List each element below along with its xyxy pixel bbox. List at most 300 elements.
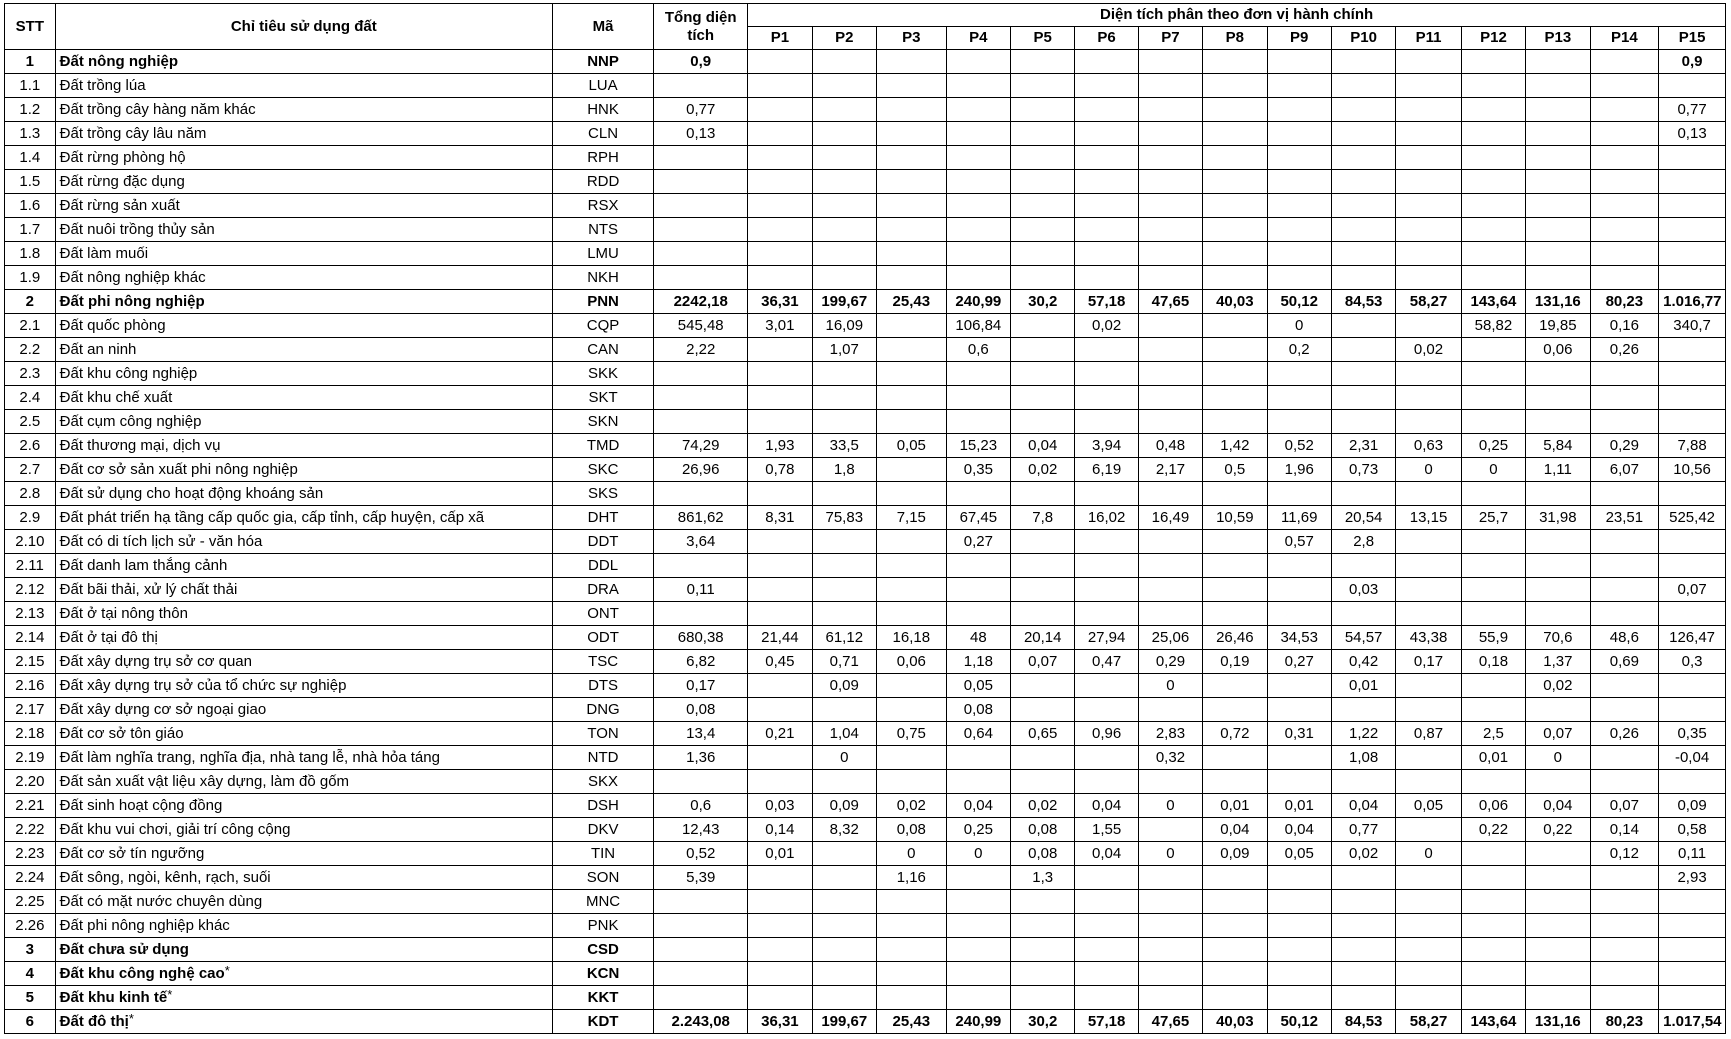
row-indicator bbox=[55, 98, 552, 122]
row-indicator-label: Đất thương mại, dịch vụ bbox=[59, 436, 221, 454]
row-value-p1 bbox=[748, 866, 812, 890]
row-value-p10 bbox=[1331, 386, 1395, 410]
row-value-p1 bbox=[748, 770, 812, 794]
row-value-p7 bbox=[1138, 74, 1202, 98]
row-value-p14: 48,6 bbox=[1590, 626, 1659, 650]
row-value-p14 bbox=[1590, 554, 1659, 578]
row-stt: 2.5 bbox=[5, 410, 56, 434]
row-value-p14 bbox=[1590, 98, 1659, 122]
row-value-p3 bbox=[876, 194, 946, 218]
row-value-p10 bbox=[1331, 242, 1395, 266]
row-indicator bbox=[55, 746, 552, 770]
row-value-p13 bbox=[1526, 50, 1590, 74]
row-value-p15 bbox=[1659, 362, 1726, 386]
row-indicator-label: Đất xây dựng trụ sở của tổ chức sự nghiệp bbox=[59, 676, 347, 694]
row-total: 5,39 bbox=[654, 866, 748, 890]
row-value-p2: 61,12 bbox=[812, 626, 876, 650]
row-value-p3 bbox=[876, 314, 946, 338]
row-code: SKT bbox=[552, 386, 653, 410]
row-value-p9 bbox=[1267, 146, 1331, 170]
row-code: CSD bbox=[552, 938, 653, 962]
row-value-p14 bbox=[1590, 170, 1659, 194]
row-value-p14 bbox=[1590, 698, 1659, 722]
row-value-p9 bbox=[1267, 554, 1331, 578]
row-stt: 2.24 bbox=[5, 866, 56, 890]
row-value-p10 bbox=[1331, 554, 1395, 578]
row-value-p5 bbox=[1011, 674, 1075, 698]
row-value-p1 bbox=[748, 98, 812, 122]
row-indicator-label: Đất có mặt nước chuyên dùng bbox=[59, 892, 263, 910]
row-value-p10 bbox=[1331, 338, 1395, 362]
row-code: PNN bbox=[552, 290, 653, 314]
row-value-p1 bbox=[748, 218, 812, 242]
row-value-p13: 131,16 bbox=[1526, 290, 1590, 314]
row-value-p1 bbox=[748, 482, 812, 506]
table-row bbox=[5, 842, 1726, 866]
row-value-p12: 0 bbox=[1461, 458, 1525, 482]
row-value-p1 bbox=[748, 386, 812, 410]
row-value-p14 bbox=[1590, 986, 1659, 1010]
row-value-p1: 21,44 bbox=[748, 626, 812, 650]
row-value-p5: 0,65 bbox=[1011, 722, 1075, 746]
row-indicator-label: Đất cơ sở tôn giáo bbox=[59, 724, 184, 742]
row-indicator-label: Đất có di tích lịch sử - văn hóa bbox=[59, 532, 263, 550]
row-indicator bbox=[55, 674, 552, 698]
row-value-p2 bbox=[812, 866, 876, 890]
row-value-p5: 7,8 bbox=[1011, 506, 1075, 530]
row-stt: 1.7 bbox=[5, 218, 56, 242]
row-value-p11 bbox=[1396, 218, 1461, 242]
row-indicator bbox=[55, 146, 552, 170]
row-value-p3: 7,15 bbox=[876, 506, 946, 530]
row-value-p15: 1.016,77 bbox=[1659, 290, 1726, 314]
header-ward-p13: P13 bbox=[1526, 27, 1590, 50]
row-value-p15 bbox=[1659, 242, 1726, 266]
row-value-p9 bbox=[1267, 410, 1331, 434]
row-value-p4 bbox=[946, 602, 1010, 626]
row-indicator bbox=[55, 386, 552, 410]
row-code: DNG bbox=[552, 698, 653, 722]
row-value-p3 bbox=[876, 578, 946, 602]
row-value-p12: 143,64 bbox=[1461, 290, 1525, 314]
row-total bbox=[654, 242, 748, 266]
asterisk-note-mark: * bbox=[224, 962, 230, 978]
row-value-p12: 0,25 bbox=[1461, 434, 1525, 458]
row-value-p8 bbox=[1203, 218, 1267, 242]
row-code: SKN bbox=[552, 410, 653, 434]
row-value-p15 bbox=[1659, 554, 1726, 578]
row-value-p6: 0,96 bbox=[1075, 722, 1138, 746]
row-value-p14 bbox=[1590, 962, 1659, 986]
row-value-p12: 25,7 bbox=[1461, 506, 1525, 530]
row-code: SKS bbox=[552, 482, 653, 506]
row-value-p7 bbox=[1138, 482, 1202, 506]
table-row bbox=[5, 962, 1726, 986]
row-value-p9: 0 bbox=[1267, 314, 1331, 338]
row-value-p11 bbox=[1396, 266, 1461, 290]
row-value-p8 bbox=[1203, 746, 1267, 770]
row-indicator-label: Đất ở tại đô thị bbox=[59, 628, 158, 646]
row-value-p13 bbox=[1526, 962, 1590, 986]
row-value-p5 bbox=[1011, 170, 1075, 194]
row-value-p12: 55,9 bbox=[1461, 626, 1525, 650]
header-ward-p3: P3 bbox=[876, 27, 946, 50]
row-value-p7 bbox=[1138, 266, 1202, 290]
row-value-p6 bbox=[1075, 530, 1138, 554]
row-value-p4: 0,04 bbox=[946, 794, 1010, 818]
row-value-p1 bbox=[748, 602, 812, 626]
row-value-p8 bbox=[1203, 314, 1267, 338]
row-value-p9 bbox=[1267, 386, 1331, 410]
row-value-p14 bbox=[1590, 938, 1659, 962]
row-stt: 2.25 bbox=[5, 890, 56, 914]
row-indicator-label: Đất quốc phòng bbox=[59, 316, 166, 334]
row-indicator bbox=[55, 362, 552, 386]
table-row bbox=[5, 1010, 1726, 1034]
row-value-p14 bbox=[1590, 194, 1659, 218]
row-value-p1 bbox=[748, 338, 812, 362]
row-stt: 2.17 bbox=[5, 698, 56, 722]
row-value-p9: 0,04 bbox=[1267, 818, 1331, 842]
row-value-p15 bbox=[1659, 338, 1726, 362]
row-value-p6: 57,18 bbox=[1075, 1010, 1138, 1034]
row-value-p12 bbox=[1461, 986, 1525, 1010]
row-value-p12 bbox=[1461, 482, 1525, 506]
row-value-p5 bbox=[1011, 386, 1075, 410]
row-value-p13 bbox=[1526, 410, 1590, 434]
row-value-p7 bbox=[1138, 218, 1202, 242]
table-row bbox=[5, 914, 1726, 938]
row-code: DDL bbox=[552, 554, 653, 578]
row-value-p1: 1,93 bbox=[748, 434, 812, 458]
row-value-p9: 50,12 bbox=[1267, 1010, 1331, 1034]
row-value-p4: 240,99 bbox=[946, 1010, 1010, 1034]
row-value-p14 bbox=[1590, 914, 1659, 938]
row-value-p15 bbox=[1659, 386, 1726, 410]
row-value-p10: 0,42 bbox=[1331, 650, 1395, 674]
row-indicator-label: Đất chưa sử dụng bbox=[59, 940, 189, 958]
row-value-p14 bbox=[1590, 602, 1659, 626]
row-value-p13 bbox=[1526, 482, 1590, 506]
row-code: KKT bbox=[552, 986, 653, 1010]
row-value-p3 bbox=[876, 554, 946, 578]
row-value-p13 bbox=[1526, 170, 1590, 194]
row-value-p12 bbox=[1461, 362, 1525, 386]
table-row bbox=[5, 194, 1726, 218]
row-value-p4 bbox=[946, 242, 1010, 266]
row-stt: 2.8 bbox=[5, 482, 56, 506]
row-value-p12 bbox=[1461, 866, 1525, 890]
row-value-p3: 25,43 bbox=[876, 290, 946, 314]
row-value-p7: 25,06 bbox=[1138, 626, 1202, 650]
row-value-p9 bbox=[1267, 578, 1331, 602]
row-value-p1: 0,03 bbox=[748, 794, 812, 818]
row-value-p14 bbox=[1590, 866, 1659, 890]
header-ward-p1: P1 bbox=[748, 27, 812, 50]
row-code: TSC bbox=[552, 650, 653, 674]
row-value-p3 bbox=[876, 218, 946, 242]
row-value-p11 bbox=[1396, 890, 1461, 914]
row-value-p4: 0,6 bbox=[946, 338, 1010, 362]
row-value-p6: 0,04 bbox=[1075, 794, 1138, 818]
row-value-p11: 58,27 bbox=[1396, 290, 1461, 314]
row-value-p2 bbox=[812, 194, 876, 218]
row-value-p10 bbox=[1331, 698, 1395, 722]
table-row bbox=[5, 98, 1726, 122]
row-value-p2 bbox=[812, 50, 876, 74]
row-value-p6 bbox=[1075, 194, 1138, 218]
row-value-p14 bbox=[1590, 530, 1659, 554]
row-stt: 2.3 bbox=[5, 362, 56, 386]
row-value-p10 bbox=[1331, 410, 1395, 434]
row-value-p10 bbox=[1331, 938, 1395, 962]
row-value-p13 bbox=[1526, 266, 1590, 290]
row-stt: 1.1 bbox=[5, 74, 56, 98]
table-row bbox=[5, 146, 1726, 170]
row-value-p2: 0 bbox=[812, 746, 876, 770]
row-indicator-label: Đất khu công nghệ cao bbox=[59, 964, 225, 982]
land-use-table bbox=[4, 3, 1726, 1034]
row-value-p8 bbox=[1203, 482, 1267, 506]
row-value-p5 bbox=[1011, 194, 1075, 218]
row-value-p6 bbox=[1075, 98, 1138, 122]
row-total: 13,4 bbox=[654, 722, 748, 746]
row-value-p7 bbox=[1138, 242, 1202, 266]
asterisk-note-mark: * bbox=[167, 986, 173, 1002]
row-value-p2 bbox=[812, 74, 876, 98]
row-total: 0,11 bbox=[654, 578, 748, 602]
row-total: 1,36 bbox=[654, 746, 748, 770]
row-value-p3 bbox=[876, 242, 946, 266]
table-row bbox=[5, 794, 1726, 818]
row-value-p12 bbox=[1461, 338, 1525, 362]
row-value-p11 bbox=[1396, 74, 1461, 98]
row-value-p5 bbox=[1011, 770, 1075, 794]
row-value-p13 bbox=[1526, 698, 1590, 722]
row-value-p7 bbox=[1138, 98, 1202, 122]
row-indicator-label: Đất cụm công nghiệp bbox=[59, 412, 202, 430]
row-value-p11 bbox=[1396, 602, 1461, 626]
row-value-p15: 525,42 bbox=[1659, 506, 1726, 530]
row-indicator bbox=[55, 74, 552, 98]
row-value-p6: 3,94 bbox=[1075, 434, 1138, 458]
row-indicator bbox=[55, 890, 552, 914]
row-value-p14 bbox=[1590, 362, 1659, 386]
row-value-p13 bbox=[1526, 218, 1590, 242]
row-indicator-label: Đất xây dựng trụ sở cơ quan bbox=[59, 652, 252, 670]
row-value-p8 bbox=[1203, 170, 1267, 194]
row-value-p3: 0,75 bbox=[876, 722, 946, 746]
row-code: RPH bbox=[552, 146, 653, 170]
row-value-p11: 0 bbox=[1396, 458, 1461, 482]
row-value-p5 bbox=[1011, 410, 1075, 434]
row-value-p4 bbox=[946, 914, 1010, 938]
row-value-p10: 84,53 bbox=[1331, 290, 1395, 314]
row-value-p6 bbox=[1075, 962, 1138, 986]
row-value-p13 bbox=[1526, 194, 1590, 218]
row-code: SKC bbox=[552, 458, 653, 482]
header-ward-p2: P2 bbox=[812, 27, 876, 50]
row-value-p6 bbox=[1075, 410, 1138, 434]
row-stt: 2.13 bbox=[5, 602, 56, 626]
row-value-p15 bbox=[1659, 74, 1726, 98]
row-value-p14 bbox=[1590, 74, 1659, 98]
row-indicator bbox=[55, 410, 552, 434]
row-value-p1 bbox=[748, 746, 812, 770]
row-value-p11 bbox=[1396, 170, 1461, 194]
row-value-p2 bbox=[812, 218, 876, 242]
row-value-p14 bbox=[1590, 890, 1659, 914]
row-value-p6 bbox=[1075, 122, 1138, 146]
row-value-p4: 0,25 bbox=[946, 818, 1010, 842]
row-value-p7 bbox=[1138, 194, 1202, 218]
row-value-p15 bbox=[1659, 146, 1726, 170]
row-value-p4: 240,99 bbox=[946, 290, 1010, 314]
row-value-p5 bbox=[1011, 962, 1075, 986]
table-row bbox=[5, 554, 1726, 578]
row-value-p3: 0,02 bbox=[876, 794, 946, 818]
row-value-p9 bbox=[1267, 914, 1331, 938]
row-value-p13: 0,07 bbox=[1526, 722, 1590, 746]
row-indicator bbox=[55, 986, 552, 1010]
row-value-p14: 0,07 bbox=[1590, 794, 1659, 818]
row-value-p12 bbox=[1461, 242, 1525, 266]
row-value-p9 bbox=[1267, 938, 1331, 962]
row-stt: 2.26 bbox=[5, 914, 56, 938]
row-value-p4 bbox=[946, 146, 1010, 170]
row-value-p1 bbox=[748, 170, 812, 194]
row-value-p9 bbox=[1267, 122, 1331, 146]
row-value-p1 bbox=[748, 530, 812, 554]
row-value-p9 bbox=[1267, 74, 1331, 98]
row-value-p10 bbox=[1331, 314, 1395, 338]
row-value-p3 bbox=[876, 914, 946, 938]
row-total bbox=[654, 914, 748, 938]
row-total: 0,9 bbox=[654, 50, 748, 74]
table-row bbox=[5, 290, 1726, 314]
row-value-p14 bbox=[1590, 386, 1659, 410]
row-value-p15: 0,13 bbox=[1659, 122, 1726, 146]
row-value-p2 bbox=[812, 98, 876, 122]
row-indicator bbox=[55, 722, 552, 746]
row-value-p5 bbox=[1011, 746, 1075, 770]
row-value-p9 bbox=[1267, 218, 1331, 242]
row-total bbox=[654, 146, 748, 170]
row-value-p13 bbox=[1526, 890, 1590, 914]
row-value-p11 bbox=[1396, 578, 1461, 602]
row-value-p4: 0,64 bbox=[946, 722, 1010, 746]
row-value-p10 bbox=[1331, 890, 1395, 914]
table-row bbox=[5, 74, 1726, 98]
row-value-p11 bbox=[1396, 938, 1461, 962]
row-value-p15: 2,93 bbox=[1659, 866, 1726, 890]
row-value-p10 bbox=[1331, 962, 1395, 986]
row-value-p7: 47,65 bbox=[1138, 1010, 1202, 1034]
row-value-p7 bbox=[1138, 866, 1202, 890]
header-ward-p11: P11 bbox=[1396, 27, 1461, 50]
row-value-p4 bbox=[946, 266, 1010, 290]
row-value-p8 bbox=[1203, 242, 1267, 266]
row-value-p7: 2,17 bbox=[1138, 458, 1202, 482]
row-value-p3 bbox=[876, 698, 946, 722]
row-value-p2: 199,67 bbox=[812, 290, 876, 314]
row-value-p9 bbox=[1267, 50, 1331, 74]
row-value-p4: 106,84 bbox=[946, 314, 1010, 338]
row-value-p12 bbox=[1461, 554, 1525, 578]
row-value-p13 bbox=[1526, 362, 1590, 386]
table-row bbox=[5, 530, 1726, 554]
row-value-p10 bbox=[1331, 194, 1395, 218]
row-value-p6 bbox=[1075, 770, 1138, 794]
row-value-p7 bbox=[1138, 122, 1202, 146]
row-value-p8: 0,19 bbox=[1203, 650, 1267, 674]
row-value-p15: 0,09 bbox=[1659, 794, 1726, 818]
row-value-p9: 0,57 bbox=[1267, 530, 1331, 554]
row-value-p6: 6,19 bbox=[1075, 458, 1138, 482]
row-value-p6 bbox=[1075, 602, 1138, 626]
table-row bbox=[5, 362, 1726, 386]
row-value-p14 bbox=[1590, 218, 1659, 242]
row-total bbox=[654, 362, 748, 386]
row-code: HNK bbox=[552, 98, 653, 122]
row-total: 3,64 bbox=[654, 530, 748, 554]
row-value-p7 bbox=[1138, 362, 1202, 386]
row-value-p9 bbox=[1267, 890, 1331, 914]
row-value-p12 bbox=[1461, 74, 1525, 98]
row-value-p8 bbox=[1203, 602, 1267, 626]
row-value-p8: 0,09 bbox=[1203, 842, 1267, 866]
row-value-p15 bbox=[1659, 410, 1726, 434]
row-value-p8 bbox=[1203, 530, 1267, 554]
row-value-p15 bbox=[1659, 194, 1726, 218]
row-stt: 3 bbox=[5, 938, 56, 962]
row-value-p5 bbox=[1011, 50, 1075, 74]
row-indicator-label: Đất an ninh bbox=[59, 340, 137, 358]
row-value-p5 bbox=[1011, 482, 1075, 506]
row-value-p3 bbox=[876, 50, 946, 74]
row-value-p13 bbox=[1526, 602, 1590, 626]
land-use-table-container bbox=[4, 3, 1726, 1034]
row-total: 2.243,08 bbox=[654, 1010, 748, 1034]
table-row bbox=[5, 242, 1726, 266]
row-total: 861,62 bbox=[654, 506, 748, 530]
header-indicator: Chỉ tiêu sử dụng đất bbox=[55, 4, 552, 50]
row-value-p10: 54,57 bbox=[1331, 626, 1395, 650]
row-value-p9 bbox=[1267, 362, 1331, 386]
row-value-p11: 0,05 bbox=[1396, 794, 1461, 818]
row-total bbox=[654, 554, 748, 578]
row-value-p4 bbox=[946, 938, 1010, 962]
row-value-p1: 0,45 bbox=[748, 650, 812, 674]
row-value-p13: 1,37 bbox=[1526, 650, 1590, 674]
row-indicator bbox=[55, 1010, 552, 1034]
row-code: DKV bbox=[552, 818, 653, 842]
row-value-p11: 0,63 bbox=[1396, 434, 1461, 458]
row-value-p14: 23,51 bbox=[1590, 506, 1659, 530]
row-indicator bbox=[55, 866, 552, 890]
row-total bbox=[654, 770, 748, 794]
row-value-p3 bbox=[876, 338, 946, 362]
row-indicator-label: Đất làm nghĩa trang, nghĩa địa, nhà tang lễ, nhà hỏa táng bbox=[59, 748, 440, 766]
row-indicator-label: Đất cơ sở sản xuất phi nông nghiệp bbox=[59, 460, 298, 478]
row-value-p2 bbox=[812, 362, 876, 386]
row-stt: 5 bbox=[5, 986, 56, 1010]
row-value-p1 bbox=[748, 914, 812, 938]
row-value-p7 bbox=[1138, 698, 1202, 722]
table-row bbox=[5, 650, 1726, 674]
row-value-p10 bbox=[1331, 170, 1395, 194]
row-value-p2 bbox=[812, 986, 876, 1010]
